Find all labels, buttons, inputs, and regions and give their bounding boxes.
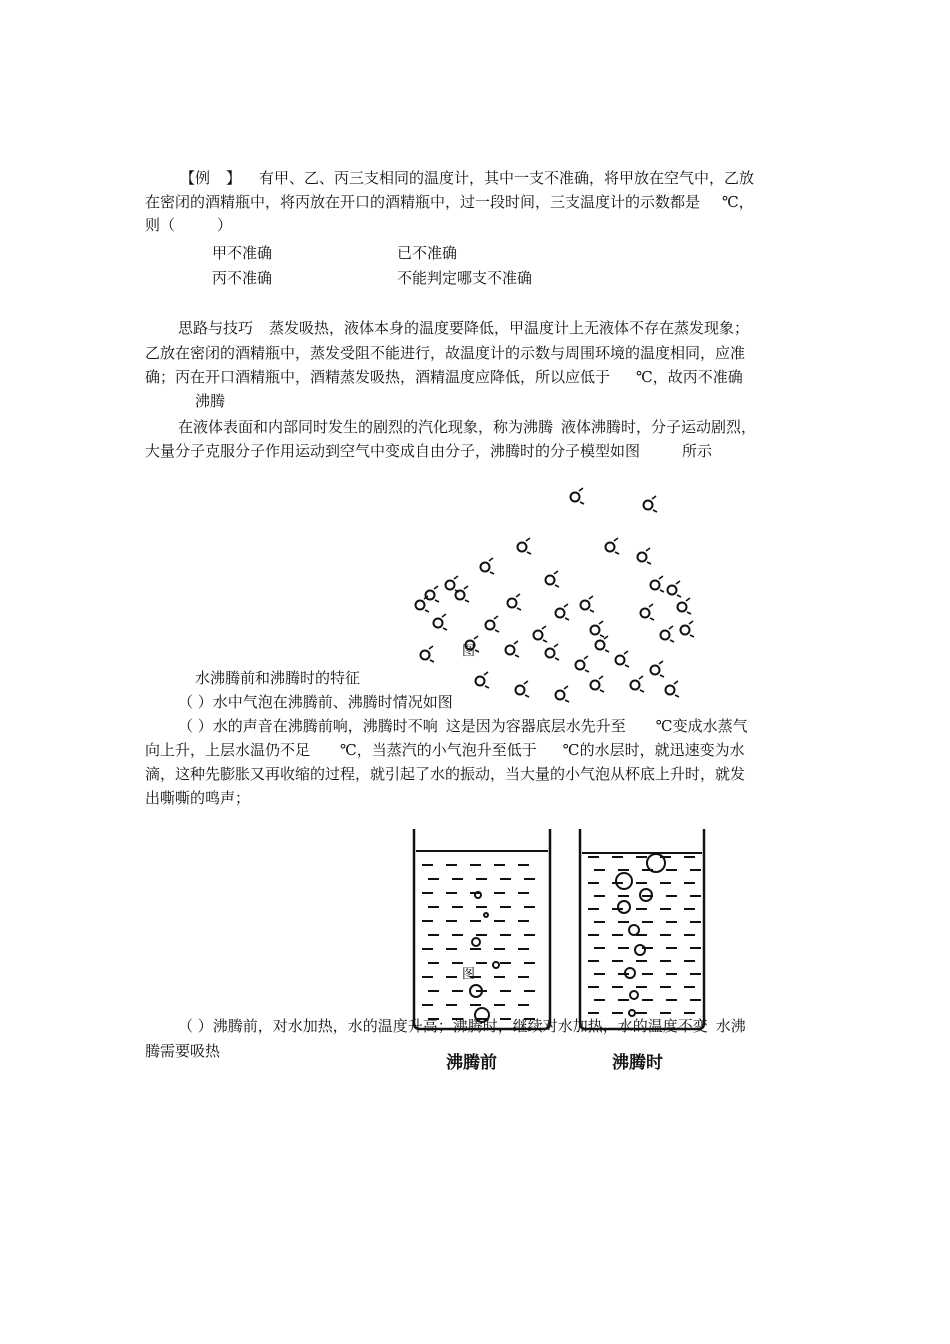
beaker-before-boiling [408,825,558,1035]
molecule [546,649,555,658]
molecule [666,686,675,695]
analysis-text-3a: 确；丙在开口酒精瓶中，酒精蒸发吸热，酒精温度应降低，所以应低于 [145,368,611,386]
molecule [596,641,605,650]
bubble [484,913,488,917]
feature-item-2-line-2 [145,740,745,760]
molecule [591,681,600,690]
bubble [647,854,665,872]
molecule [591,626,600,635]
molecule [426,591,435,600]
molecule [668,586,677,595]
molecule [516,686,525,695]
feature-2-2a: 向上升，上层水温仍不足 [145,741,311,759]
bubble [472,938,480,946]
analysis-text-3b: ℃，故丙不准确 [636,368,743,386]
molecule [644,501,653,510]
molecule [508,599,517,608]
option-c: 丙不准确 [212,269,273,287]
molecule [616,656,625,665]
molecule [434,619,443,628]
bubble [635,945,645,955]
figure-1-label: 图 [462,644,476,659]
feature-2-2c: ℃的水层时，就迅速变为水 [562,741,745,759]
feature-2-1a: （ ）水的声音在沸腾前响，沸腾时不响 [178,717,438,735]
boiling-heading: 沸腾 [195,392,226,410]
example-close: ） [217,216,233,234]
figure-2-label: 图 [462,967,476,982]
bubble [618,901,630,913]
bubble [616,873,632,889]
molecule [421,651,430,660]
molecule [581,601,590,610]
molecule [638,553,647,562]
molecule [651,581,660,590]
option-d: 不能判定哪支不准确 [397,269,533,287]
feature-3-1b: 水沸 [715,1017,746,1035]
analysis-label: 思路与技巧 [178,319,254,337]
feature-item-3-line-1 [178,1016,746,1036]
bubble [475,892,481,898]
feature-item-1: （ ）水中气泡在沸腾前、沸腾时情况如图 [178,693,453,711]
option-b: 已不准确 [397,244,458,262]
molecule [518,543,527,552]
analysis-line-2: 乙放在密闭的酒精瓶中，蒸发受阻不能进行，故温度计的示数与周围环境的温度相同，应准 [145,344,746,362]
molecule [456,591,465,600]
molecule [641,609,650,618]
example-label: 【例 [180,169,211,187]
caption-during-boiling: 沸腾时 [612,1053,663,1073]
example-line-3 [145,215,232,235]
example-text-2: 在密闭的酒精瓶中，将丙放在开口的酒精瓶中，过一段时间，三支温度计的示数都是 [145,193,701,211]
feature-2-1c: ℃变成水蒸气 [655,717,748,735]
bubble [493,962,499,968]
feature-2-2b: ℃，当蒸汽的小气泡升至低于 [340,741,537,759]
analysis-text-1: 蒸发吸热，液体本身的温度要降低，甲温度计上无液体不存在蒸发现象； [269,319,750,337]
feature-3-1a: （ ）沸腾前，对水加热，水的温度升高；沸腾时，继续对水加热，水的温度不变 [178,1017,708,1035]
molecule [661,631,670,640]
boiling-para-1b: 液体沸腾时，分子运动剧烈， [561,418,757,436]
boiling-para-2a: 大量分子克服分子作用运动到空气中变成自由分子，沸腾时的分子模型如图 [145,442,641,460]
molecule [546,576,555,585]
features-heading: 水沸腾前和沸腾时的特征 [195,669,361,687]
molecule [486,621,495,630]
feature-item-2-line-3: 滴，这种先膨胀又再收缩的过程，就引起了水的振动，当大量的小气泡从杯底上升时，就发 [145,765,746,783]
example-text-3: 则（ [145,216,176,234]
example-label-close: 】 [226,169,242,187]
example-line-2 [145,192,754,212]
molecule [556,691,565,700]
molecule [631,681,640,690]
beaker-during-boiling [574,825,724,1035]
feature-2-1b: 这是因为容器底层水先升至 [445,717,626,735]
feature-item-2-line-1 [178,716,748,736]
example-text-1: 有甲、乙、丙三支相同的温度计，其中一支不准确，将甲放在空气中，乙放 [259,169,755,187]
molecule [416,601,425,610]
bubble [630,991,638,999]
molecule [681,626,690,635]
feature-item-2-line-4: 出嘶嘶的鸣声； [145,789,251,807]
example-unit: ℃， [722,193,754,211]
molecule [571,493,580,502]
molecule [556,609,565,618]
boiling-para-1a: 在液体表面和内部同时发生的剧烈的汽化现象，称为沸腾 [178,418,554,436]
analysis-line-1 [178,318,749,338]
molecule [446,581,455,590]
boiling-para-line-2 [145,441,712,461]
analysis-line-3 [145,367,743,387]
option-a: 甲不准确 [212,244,273,262]
molecule [651,666,660,675]
molecule [576,661,585,670]
molecule [506,646,515,655]
molecule-model-figure [410,485,710,715]
molecule [606,543,615,552]
boiling-para-2b: 所示 [682,442,713,460]
caption-before-boiling: 沸腾前 [446,1053,497,1073]
molecule [476,677,485,686]
bubble [629,925,639,935]
boiling-para-line-1 [178,417,756,437]
example-line-1 [180,168,754,188]
molecule [534,631,543,640]
feature-item-3-line-2: 腾需要吸热 [145,1042,221,1060]
molecule [678,603,687,612]
molecule [481,563,490,572]
